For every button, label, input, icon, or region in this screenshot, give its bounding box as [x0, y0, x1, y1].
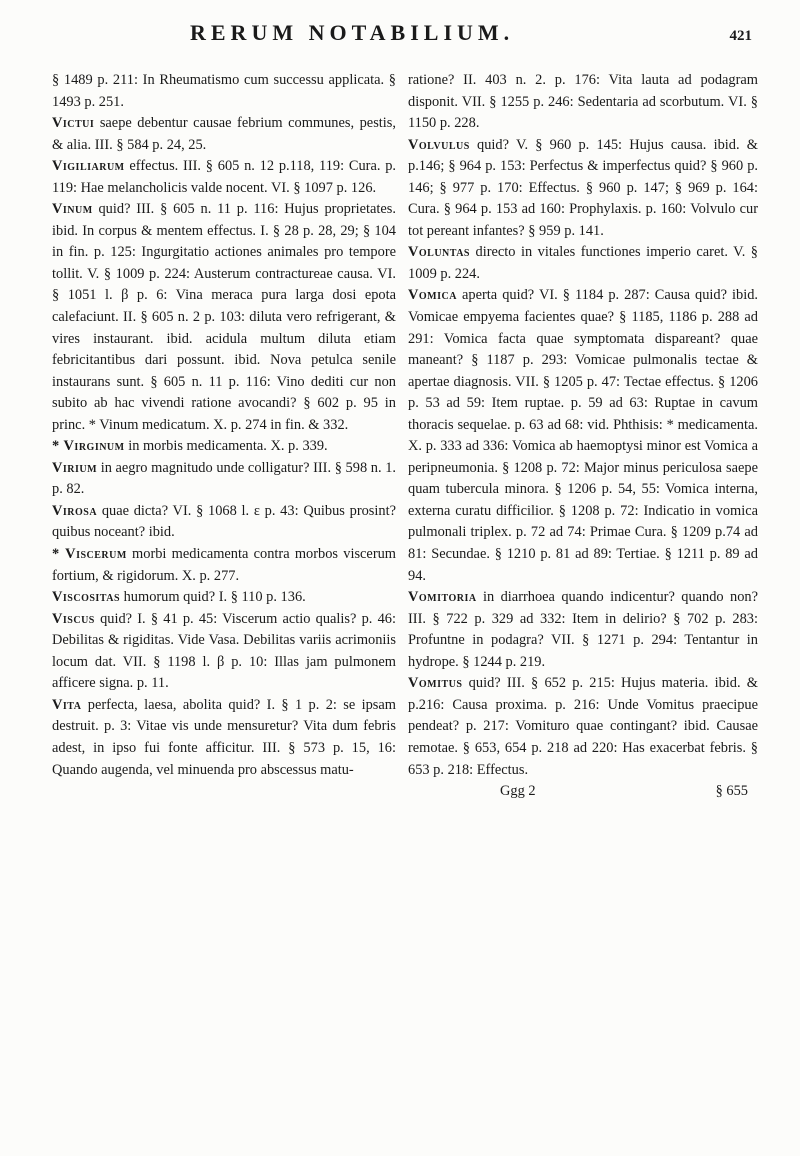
running-title: RERUM NOTABILIUM. [190, 20, 515, 45]
index-entry [408, 587, 758, 673]
entry-headword: Volvulus [408, 136, 470, 153]
entry-headword: * Viscerum [52, 546, 127, 563]
entry-text: aperta quid? VI. § 1184 p. 287: Causa quid? ibid. Vomicae empyema facientes quae? § 1185, 1186 p. 288 ad 291: Vomica facta quae symptomata dispareant? quae maneant? § 1187 p. 293: Vomicae pulmonalis tectae & apertae diagnosis. VII. § 1205 p. 47: Tectae effectus. § 1206 p. 53 ad 59: Item ruptae. p. 59 ad 63: Ruptae in cavum thoracis sequelae. p. 63 ad 68: vid. Phthisis: * medicamenta. X. p. 333 ad 336: Vomica ab haemoptysi minor est Vomica a peripneumonia. § 1208 p. 72: Major minus periculosa saepe quam tubercula minora. § 1206 p. 54, 55: Vomica interna, externa curatu difficilior. § 1208 p. 72: Indicatio in vomica pulmonali triplex. p. 72 ad 74: Primae Cura. § 1209 p.74 ad 81: Secundae. § 1210 p. 81 ad 89: Tertiae. § 1211 p. 89 ad 94. [408, 287, 758, 584]
entry-text: morbi medicamenta contra morbos viscerum fortium, & rigidorum. X. p. 277. [52, 546, 397, 584]
index-entry [52, 609, 396, 695]
entry-text: ratione? II. 403 n. 2. p. 176: Vita lauta ad podagram disponit. VII. § 1255 p. 246: Sedentaria ad scorbutum. VI. § 1150 p. 228. [408, 72, 758, 132]
entry-headword: Vomitus [408, 675, 463, 692]
entry-text: quid? III. § 605 n. 11 p. 116: Hujus proprietates. ibid. In corpus & mentem effectus. I. § 28 p. 28, 29; § 104 in fin. p. 125: Ingurgitatio actiones animales pro tempore tollit. V. § 1009 p. 224: Austerum contractureae causa. VI. § 1051 l. β p. 6: Vina meraca pura larga dosi epota calefaciunt. II. § 605 n. 2 p. 103: diluta vero refrigerant, & vires instaurant. ibid. acidula multum diluta etiam febricitantibus dari possunt. ibid. Nova petulca senile instaurans sunt. § 605 n. 11 p. 116: Vino dediti cur non subito ab hac vivendi ratione avocandi? § 602 p. 95 in princ. * Vinum medicatum. X. p. 274 in fin. & 332. [52, 201, 396, 433]
entry-text: humorum quid? I. § 110 p. 136. [120, 589, 306, 606]
index-entry [52, 156, 396, 199]
index-entry [52, 501, 396, 544]
entry-headword: Viscositas [52, 589, 121, 606]
entry-text: quid? I. § 41 p. 45: Viscerum actio qualis? p. 46: Debilitas & rigiditas. Vide Vasa. Debilitas variis acrimoniis locum dat. VII. § 1198 l. β p. 10: Illas jam pulmonem afficere signa. p. 11. [52, 610, 396, 692]
index-entry [52, 113, 396, 156]
entry-headword: Victui [52, 115, 95, 132]
index-entry [52, 199, 396, 436]
entry-text: saepe debentur causae febrium communes, pestis, & alia. III. § 584 p. 24, 25. [52, 115, 396, 153]
index-entry [408, 70, 758, 135]
page-number: 421 [729, 28, 752, 44]
index-entry [408, 285, 758, 587]
catchword: § 655 [715, 783, 748, 800]
index-entry [52, 458, 396, 501]
running-head [0, 20, 800, 54]
entry-headword: Vomica [408, 287, 457, 304]
index-entry [408, 673, 758, 781]
entry-text: quid? III. § 652 p. 215: Hujus materia. ibid. & p.216: Causa proxima. p. 216: Unde Vomitus praecipue pendeat? p. 217: Vomituro quae contingant? ibid. Causae remotae. § 653, 654 p. 218 ad 220: Has exacerbat febris. § 653 p. 218: Effectus. [408, 675, 758, 778]
index-entry [52, 70, 396, 113]
entry-headword: Vita [52, 696, 82, 713]
left-column [52, 70, 396, 781]
entry-headword: Virosa [52, 502, 98, 519]
catchword-line [408, 781, 758, 803]
index-entry [52, 544, 396, 587]
entry-text: quae dicta? VI. § 1068 l. ε p. 43: Quibus prosint? quibus noceant? ibid. [52, 502, 396, 541]
index-entry [52, 436, 396, 458]
entry-text: § 1489 p. 211: In Rheumatismo cum successu applicata. § 1493 p. 251. [52, 72, 396, 110]
entry-headword: Vomitoria [408, 589, 477, 606]
entry-headword: * Virginum [52, 438, 125, 455]
entry-headword: Viscus [52, 610, 95, 627]
index-entry [408, 135, 758, 243]
entry-headword: Vigiliarum [52, 158, 125, 175]
entry-headword: Virium [52, 459, 98, 476]
index-entry [408, 242, 758, 285]
entry-text: perfecta, laesa, abolita quid? I. § 1 p. 2: se ipsam destruit. p. 3: Vitae vis unde mensuretur? Vita dum febris adest, in ipso fui fonte afficitur. III. § 573 p. 15, 16: Quando augenda, vel minuenda pro abscessus matu- [52, 696, 396, 778]
entry-text: in diarrhoea quando indicentur? quando non? III. § 722 p. 329 ad 332: Item in delirio? § 702 p. 283: Profuntne in podagra? VII. § 1271 p. 294: Tentantur in hydrope. § 1244 p. 219. [408, 589, 758, 670]
entry-text: directo in vitales functiones imperio caret. V. § 1009 p. 224. [408, 244, 758, 282]
entry-text: quid? V. § 960 p. 145: Hujus causa. ibid. & p.146; § 964 p. 153: Perfectus & imperfectus quid? § 960 p. 146; § 977 p. 170: Effectus. § 960 p. 147; § 969 p. 164: Cura. § 964 p. 153 ad 160: Prophylaxis. p. 160: Volvulo cur tot pereant infantes? § 959 p. 141. [408, 136, 758, 239]
entry-headword: Voluntas [408, 244, 470, 261]
entry-headword: Vinum [52, 201, 93, 218]
entry-text: in aegro magnitudo unde colligatur? III. § 598 n. 1. p. 82. [52, 459, 396, 498]
entry-text: in morbis medicamenta. X. p. 339. [124, 438, 328, 455]
entry-text: effectus. III. § 605 n. 12 p.118, 119: Cura. p. 119: Hae melancholicis valde nocent. VI. § 1097 p. 126. [52, 158, 396, 196]
signature-mark: Ggg 2 [500, 783, 536, 800]
right-column [408, 70, 758, 803]
index-entry [52, 587, 396, 609]
index-entry [52, 695, 396, 781]
